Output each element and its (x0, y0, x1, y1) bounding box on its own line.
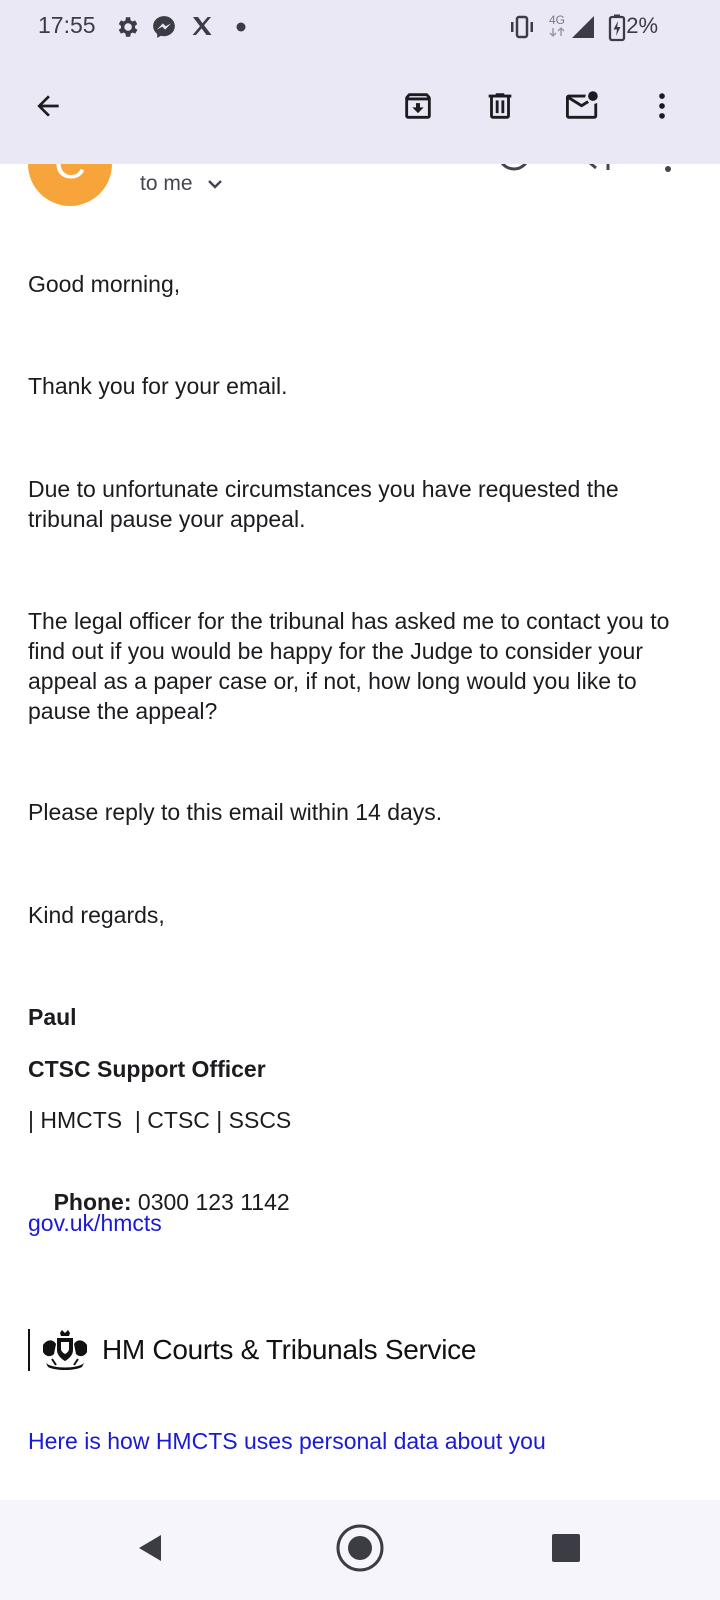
closing-paragraph: Kind regards, (28, 902, 165, 928)
website-link[interactable]: gov.uk/hmcts (28, 1210, 162, 1236)
body-paragraph-2: Due to unfortunate circumstances you have requested the tribunal pause your appeal. (28, 476, 619, 532)
x-icon (190, 14, 214, 43)
phone-number[interactable]: 0300 123 1142 (131, 1189, 290, 1215)
battery-charging-icon (608, 14, 626, 47)
nav-recents-button[interactable] (541, 1525, 591, 1575)
signature-name: Paul (28, 1004, 77, 1030)
mark-unread-icon (564, 89, 602, 128)
vibrate-icon (508, 14, 536, 45)
signature-website (28, 1208, 688, 1238)
delete-icon (483, 89, 517, 128)
nav-home-icon (335, 1523, 385, 1578)
recipient-details-toggle[interactable] (140, 172, 225, 196)
hmcts-logo (28, 1328, 476, 1372)
settings-icon (114, 14, 140, 45)
hmcts-logo-text: HM Courts & Tribunals Service (102, 1334, 477, 1365)
royal-coat-of-arms-icon (40, 1329, 90, 1371)
recipient-label: to me (140, 172, 193, 195)
mark-unread-button[interactable] (561, 86, 605, 130)
greeting-paragraph: Good morning, (28, 271, 181, 297)
nav-back-icon (135, 1532, 165, 1569)
more-options-button[interactable] (640, 86, 684, 130)
nav-back-button[interactable] (125, 1525, 175, 1575)
email-content (0, 164, 720, 1500)
signal-icon (570, 14, 596, 45)
back-button[interactable] (26, 86, 70, 130)
dot-icon (235, 20, 247, 38)
archive-button[interactable] (396, 86, 440, 130)
battery-percentage: 2% (626, 13, 658, 38)
back-arrow-icon (32, 90, 64, 127)
4g-icon (548, 12, 568, 45)
signature-org-line: | HMCTS | CTSC | SSCS (28, 1107, 292, 1133)
archive-icon (401, 89, 435, 128)
phone-label: Phone: (53, 1189, 132, 1215)
privacy-notice (28, 1426, 688, 1456)
privacy-link[interactable]: Here is how HMCTS uses personal data about you (28, 1428, 546, 1454)
delete-button[interactable] (478, 86, 522, 130)
status-time: 17:55 (38, 12, 96, 38)
status-bar (0, 0, 720, 54)
body-paragraph-3: The legal officer for the tribunal has asked me to contact you to find out if you would be happy for the Judge to consider your appeal as a paper case or, if not, how long would you like to pause the appeal? (28, 608, 670, 724)
body-paragraph-4: Please reply to this email within 14 days. (28, 799, 443, 825)
network-label: 4G (549, 13, 566, 27)
body-paragraph-1: Thank you for your email. (28, 373, 288, 399)
chevron-down-icon (205, 174, 225, 194)
system-navigation-bar (0, 1500, 720, 1600)
messenger-icon (151, 14, 177, 45)
app-bar (0, 54, 720, 164)
more-vert-icon (645, 89, 679, 128)
signature-title: CTSC Support Officer (28, 1056, 266, 1082)
nav-home-button[interactable] (335, 1525, 385, 1575)
logo-divider (28, 1329, 30, 1371)
nav-recents-icon (551, 1533, 581, 1568)
